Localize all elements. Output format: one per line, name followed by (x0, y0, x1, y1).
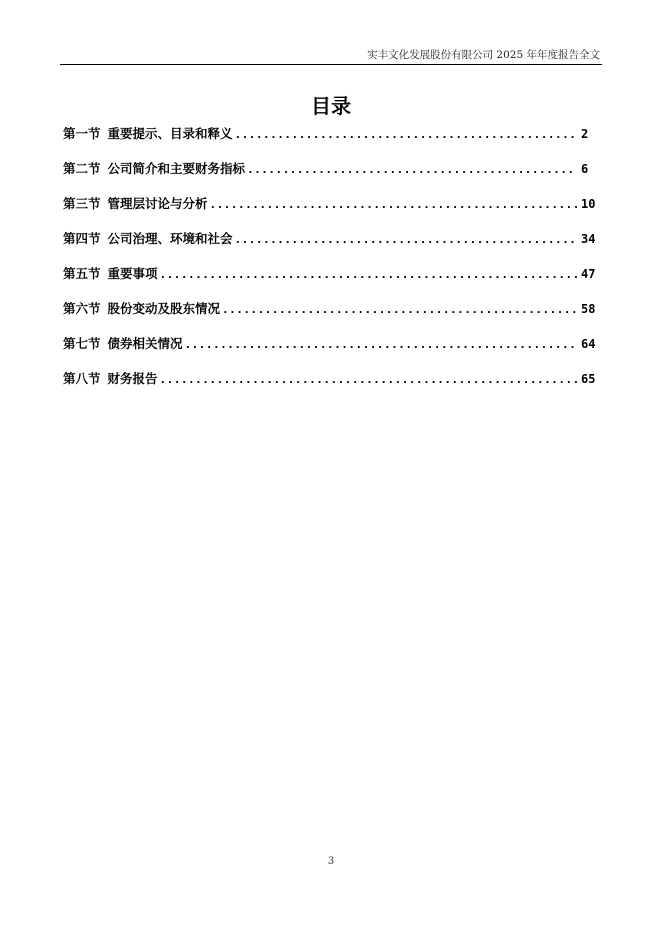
header-divider (60, 64, 602, 65)
toc-section-title: 重要事项 (107, 266, 158, 281)
toc-entry[interactable] (63, 194, 603, 229)
toc-dot-leader (222, 300, 577, 320)
toc-entry[interactable] (63, 369, 603, 404)
toc-dot-leader (185, 335, 577, 355)
toc-section-number: 第七节 (63, 336, 101, 351)
toc-section-number: 第一节 (63, 126, 101, 141)
toc-section-title: 公司简介和主要财务指标 (107, 161, 246, 176)
toc-section-title: 重要提示、目录和释义 (107, 126, 233, 141)
toc-page-number: 34 (581, 232, 596, 246)
toc-page-number: 47 (581, 267, 596, 281)
toc-entry[interactable] (63, 299, 603, 334)
toc-page-number: 6 (581, 162, 589, 176)
toc-title: 目录 (311, 94, 351, 118)
toc-entry[interactable] (63, 124, 603, 159)
toc-section-number: 第五节 (63, 266, 101, 281)
toc-section-number: 第三节 (63, 196, 101, 211)
toc-page-number: 58 (581, 302, 596, 316)
running-header: 实丰文化发展股份有限公司 2025 年年度报告全文 (367, 49, 600, 61)
toc-section-number: 第八节 (63, 371, 101, 386)
toc-entry[interactable] (63, 264, 603, 299)
toc-page-number: 2 (581, 127, 589, 141)
toc-entry[interactable] (63, 229, 603, 264)
toc-section-number: 第四节 (63, 231, 101, 246)
toc-page-number: 64 (581, 337, 596, 351)
toc-section-title: 管理层讨论与分析 (107, 196, 208, 211)
toc-dot-leader (160, 370, 577, 390)
toc-dot-leader (235, 230, 577, 250)
toc-section-title: 股份变动及股东情况 (107, 301, 221, 316)
toc-section-number: 第二节 (63, 161, 101, 176)
toc-page-number: 65 (581, 372, 596, 386)
toc-dot-leader (160, 265, 577, 285)
toc-entry[interactable] (63, 334, 603, 369)
toc-dot-leader (210, 195, 577, 215)
toc-section-title: 债券相关情况 (107, 336, 183, 351)
toc-section-title: 财务报告 (107, 371, 158, 386)
table-of-contents (63, 124, 603, 404)
toc-page-number: 10 (581, 197, 596, 211)
toc-dot-leader (247, 160, 577, 180)
toc-entry[interactable] (63, 159, 603, 194)
toc-section-title: 公司治理、环境和社会 (107, 231, 233, 246)
page-number: 3 (327, 856, 335, 867)
toc-section-number: 第六节 (63, 301, 101, 316)
toc-dot-leader (235, 125, 577, 145)
